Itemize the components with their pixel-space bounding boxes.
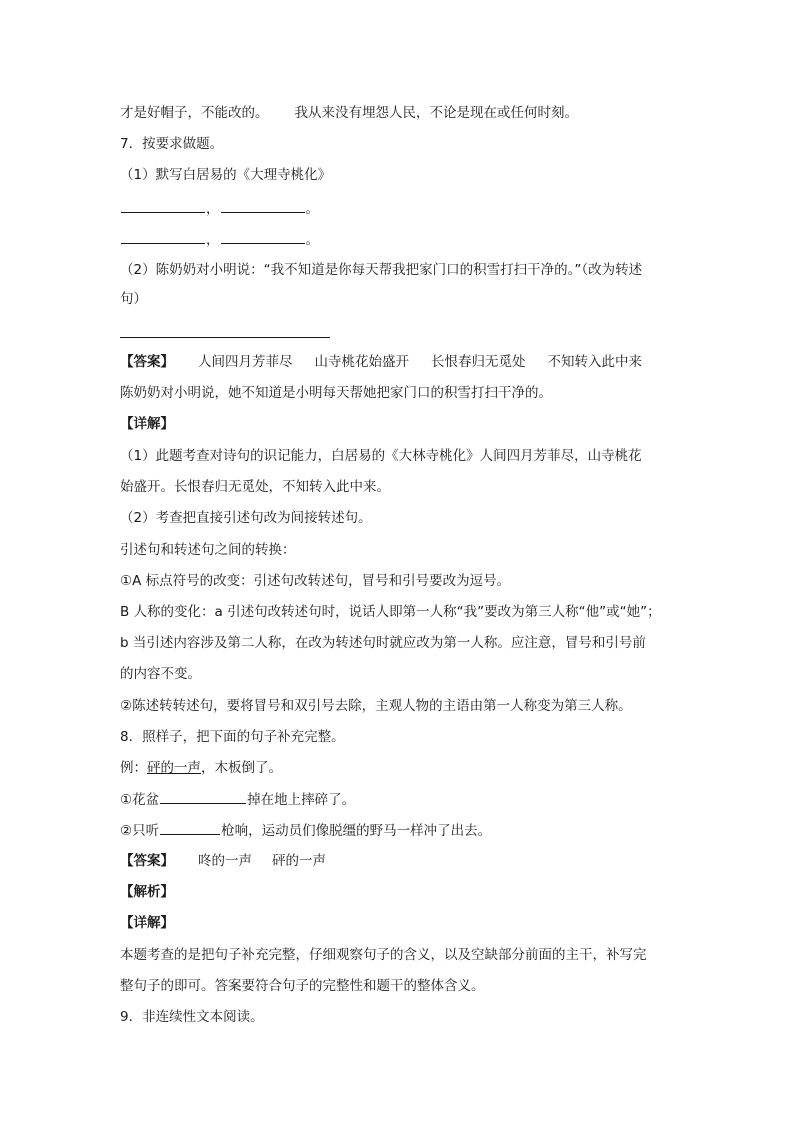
detail-line: ②陈述转转述句，要将冒号和双引号去除，主观人物的主语由第一人称变为第三人称。 <box>120 698 632 714</box>
example-row <box>120 758 680 778</box>
answer-7-row <box>120 352 680 372</box>
detail-label: 【详解】 <box>120 915 174 931</box>
answer-text: 砰的一声 <box>272 853 326 869</box>
answer-label: 【答案】 <box>120 853 174 869</box>
text-line-1 <box>120 103 680 123</box>
analysis-label: 【解析】 <box>120 884 174 900</box>
answer-text: 长恨春归无觅处 <box>431 354 526 370</box>
text-fragment: 我从来没有埋怨人民，不论是现在或任何时刻。 <box>294 105 578 121</box>
answer-text: 山寺桃花始盛开 <box>314 354 409 370</box>
answer-line-blank[interactable] <box>120 337 330 338</box>
fill-blank[interactable] <box>160 820 220 835</box>
question-7-part-1: （1）默写白居易的《大理寺桃化》 <box>120 167 332 183</box>
question-7-title: 7．按要求做题。 <box>120 136 224 152</box>
item-text: ②只听 <box>120 823 160 839</box>
fill-blank[interactable] <box>121 229 205 244</box>
detail-line: 的内容不变。 <box>120 666 201 682</box>
period: 。 <box>305 201 319 217</box>
answer-8-row <box>120 851 680 871</box>
question-7-part-2-cont: 句） <box>120 291 147 307</box>
detail-line: （2）考查把直接引述句改为间接转述句。 <box>120 510 372 526</box>
fill-blank[interactable] <box>221 198 305 213</box>
question-7-part-2: （2）陈奶奶对小明说：“我不知道是你每天帮我把家门口的积雪打扫干净的。”（改为转述 <box>120 262 643 278</box>
fill-blank[interactable] <box>160 789 246 804</box>
period: 。 <box>305 232 319 248</box>
question-9-title: 9．非连续性文本阅读。 <box>120 1009 264 1025</box>
comma: ， <box>206 201 220 217</box>
detail-line: ①A 标点符号的改变：引述句改转述句，冒号和引号要改为逗号。 <box>120 573 511 589</box>
answer-text: 不知转入此中来 <box>547 354 642 370</box>
question-8-item-2 <box>120 820 680 841</box>
item-text: 枪响，运动员们像脱缰的野马一样冲了出去。 <box>221 823 492 839</box>
question-8-title: 8．照样子，把下面的句子补充完整。 <box>120 729 345 745</box>
answer-label: 【答案】 <box>120 354 174 370</box>
detail-line: 引述句和转述句之间的转换： <box>120 542 296 558</box>
fill-blank-row-1 <box>120 198 680 219</box>
answer-7-part-2: 陈奶奶对小明说，她不知道是小明每天帮她把家门口的积雪打扫干净的。 <box>120 385 552 401</box>
answer-text: 咚的一声 <box>198 853 252 869</box>
fill-blank[interactable] <box>121 198 205 213</box>
text-fragment: 才是好帽子，不能改的。 <box>120 105 269 121</box>
detail-label: 【详解】 <box>120 416 174 432</box>
fill-blank[interactable] <box>221 229 305 244</box>
fill-blank-row-2 <box>120 229 680 250</box>
example-underlined: 砰的一声 <box>147 760 201 776</box>
example-text: ，木板倒了。 <box>201 760 282 776</box>
comma: ， <box>206 232 220 248</box>
detail-line: B 人称的变化：a 引述句改转述句时，说话人即第一人称“我”要改为第三人称“他”或“她”； <box>120 604 661 620</box>
detail-line: （1）此题考查对诗句的识记能力，白居易的《大林寺桃化》人间四月芳菲尽，山寺桃花 <box>120 448 642 464</box>
explanation-line: 整句子的即可。答案要符合句子的完整性和题干的整体含义。 <box>120 978 485 994</box>
explanation-line: 本题考查的是把句子补充完整，仔细观察句子的含义，以及空缺部分前面的主干，补写完 <box>120 947 647 963</box>
detail-line: b 当引述内容涉及第二人称，在改为转述句时就应改为第一人称。应注意，冒号和引号前 <box>120 635 646 651</box>
item-text: 掉在地上摔碎了。 <box>247 792 356 808</box>
detail-line: 始盛开。长恨春归无觅处，不知转入此中来。 <box>120 479 390 495</box>
example-label: 例： <box>120 760 147 776</box>
item-text: ①花盆 <box>120 792 160 808</box>
answer-text: 人间四月芳菲尽 <box>198 354 293 370</box>
question-8-item-1 <box>120 789 680 810</box>
